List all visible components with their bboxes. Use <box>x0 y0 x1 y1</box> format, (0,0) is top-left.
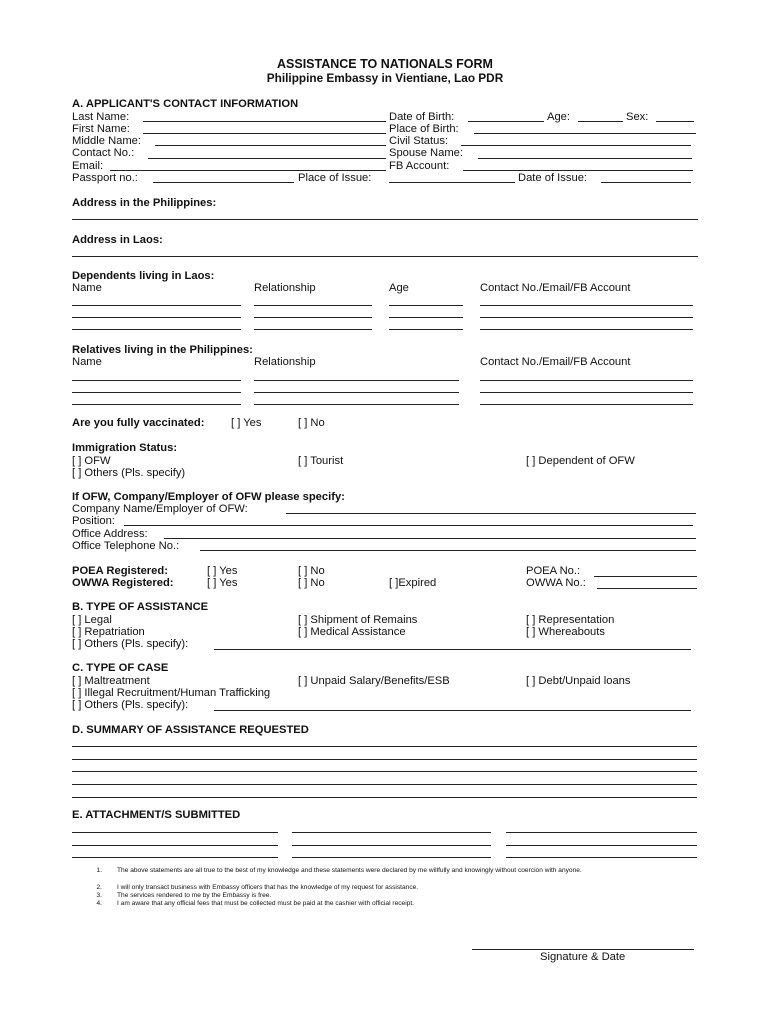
fb-account-label: FB Account: <box>389 160 450 172</box>
footnote-number: 1. <box>96 867 102 874</box>
footnote-number: 3. <box>96 892 102 899</box>
section-e-heading: E. ATTACHMENT/S SUBMITTED <box>72 809 241 821</box>
relative-name-field[interactable] <box>72 404 241 405</box>
poea-yes-checkbox[interactable]: [ ] Yes <box>207 565 238 577</box>
dependents-col-relationship: Relationship <box>254 282 316 294</box>
fb-account-field[interactable] <box>463 170 693 171</box>
footnote-item <box>72 900 712 909</box>
case-others-checkbox[interactable]: [ ] Others (Pls. specify): <box>72 699 189 711</box>
immigration-dependent-checkbox[interactable]: [ ] Dependent of OFW <box>526 455 635 467</box>
case-others-field[interactable] <box>214 710 691 711</box>
date-of-issue-label: Date of Issue: <box>518 172 588 184</box>
assistance-repatriation-checkbox[interactable]: [ ] Repatriation <box>72 626 145 638</box>
attachment-field[interactable] <box>506 845 697 846</box>
vaccinated-no-checkbox[interactable]: [ ] No <box>298 417 325 429</box>
owwa-no-label: OWWA No.: <box>526 577 586 589</box>
first-name-field[interactable] <box>143 133 386 134</box>
footnote-text: I will only transact business with Embassy officers that has the knowledge of my request for assistance. <box>117 884 419 891</box>
address-laos-field[interactable] <box>72 256 698 257</box>
company-name-label: Company Name/Employer of OFW: <box>72 503 248 515</box>
summary-line[interactable] <box>72 771 697 772</box>
signature-label: Signature & Date <box>540 951 626 963</box>
case-illegal-recruitment-checkbox[interactable]: [ ] Illegal Recruitment/Human Trafficking <box>72 687 271 699</box>
section-c-heading: C. TYPE OF CASE <box>72 662 169 674</box>
ofw-heading: If OFW, Company/Employer of OFW please specify: <box>72 491 345 503</box>
dependent-name-field[interactable] <box>72 317 241 318</box>
last-name-label: Last Name: <box>72 111 130 123</box>
assistance-medical-checkbox[interactable]: [ ] Medical Assistance <box>298 626 406 638</box>
place-of-issue-label: Place of Issue: <box>298 172 372 184</box>
dependents-col-contact: Contact No./Email/FB Account <box>480 282 631 294</box>
section-a-heading: A. APPLICANT'S CONTACT INFORMATION <box>72 98 299 110</box>
attachment-field[interactable] <box>292 845 491 846</box>
dependent-relationship-field[interactable] <box>254 329 372 330</box>
relative-contact-field[interactable] <box>480 392 693 393</box>
attachment-field[interactable] <box>72 857 278 858</box>
dependents-heading: Dependents living in Laos: <box>72 270 215 282</box>
relatives-col-relationship: Relationship <box>254 356 316 368</box>
last-name-field[interactable] <box>143 121 386 122</box>
owwa-no-checkbox[interactable]: [ ] No <box>298 577 325 589</box>
footnote-text: The above statements are all true to the best of my knowledge and these statements were declared by me willfully and knowingly without coercion with anyone. <box>117 867 582 874</box>
footnote-text: I am aware that any official fees that must be collected must be paid at the cashier with official receipt. <box>117 900 414 907</box>
position-label: Position: <box>72 515 115 527</box>
summary-line[interactable] <box>72 797 697 798</box>
case-maltreatment-checkbox[interactable]: [ ] Maltreatment <box>72 675 150 687</box>
case-unpaid-checkbox[interactable]: [ ] Unpaid Salary/Benefits/ESB <box>298 675 450 687</box>
civil-status-field[interactable] <box>461 145 691 146</box>
attachment-field[interactable] <box>292 832 491 833</box>
assistance-whereabouts-checkbox[interactable]: [ ] Whereabouts <box>526 626 605 638</box>
owwa-registered-label: OWWA Registered: <box>72 577 174 589</box>
dependents-col-age: Age <box>389 282 409 294</box>
address-laos-label: Address in Laos: <box>72 234 163 246</box>
relatives-col-name: Name <box>72 356 102 368</box>
relatives-col-contact: Contact No./Email/FB Account <box>480 356 631 368</box>
relative-relationship-field[interactable] <box>254 404 459 405</box>
footnote-item <box>72 867 712 885</box>
owwa-no-field[interactable] <box>597 588 697 589</box>
poea-no-checkbox[interactable]: [ ] No <box>298 565 325 577</box>
email-label: Email: <box>72 160 104 172</box>
office-address-field[interactable] <box>164 538 696 539</box>
owwa-yes-checkbox[interactable]: [ ] Yes <box>207 577 238 589</box>
immigration-others-checkbox[interactable]: [ ] Others (Pls. specify) <box>72 467 186 479</box>
poea-registered-label: POEA Registered: <box>72 565 168 577</box>
relatives-heading: Relatives living in the Philippines: <box>72 344 253 356</box>
dependent-relationship-field[interactable] <box>254 317 372 318</box>
passport-no-field[interactable] <box>153 182 294 183</box>
spouse-name-label: Spouse Name: <box>389 147 464 159</box>
assistance-shipment-checkbox[interactable]: [ ] Shipment of Remains <box>298 614 418 626</box>
dependent-name-field[interactable] <box>72 329 241 330</box>
civil-status-label: Civil Status: <box>389 135 449 147</box>
office-telephone-field[interactable] <box>200 550 696 551</box>
assistance-representation-checkbox[interactable]: [ ] Representation <box>526 614 615 626</box>
relative-relationship-field[interactable] <box>254 380 459 381</box>
dependent-age-field[interactable] <box>389 305 463 306</box>
dependent-contact-field[interactable] <box>480 305 693 306</box>
footnote-number: 4. <box>96 900 102 907</box>
office-telephone-label: Office Telephone No.: <box>72 540 180 552</box>
relative-relationship-field[interactable] <box>254 392 459 393</box>
dependent-name-field[interactable] <box>72 305 241 306</box>
relative-name-field[interactable] <box>72 380 241 381</box>
age-field[interactable] <box>578 121 623 122</box>
footnote-number: 2. <box>96 884 102 891</box>
immigration-heading: Immigration Status: <box>72 442 178 454</box>
dependent-contact-field[interactable] <box>480 329 693 330</box>
date-of-issue-field[interactable] <box>601 182 691 183</box>
vaccination-question: Are you fully vaccinated: <box>72 417 205 429</box>
footnote-text: The services rendered to me by the Embassy is free. <box>117 892 272 899</box>
section-b-heading: B. TYPE OF ASSISTANCE <box>72 601 209 613</box>
dependent-age-field[interactable] <box>389 317 463 318</box>
assistance-legal-checkbox[interactable]: [ ] Legal <box>72 614 112 626</box>
middle-name-label: Middle Name: <box>72 135 142 147</box>
section-d-heading: D. SUMMARY OF ASSISTANCE REQUESTED <box>72 724 309 736</box>
place-of-birth-field[interactable] <box>474 133 696 134</box>
first-name-label: First Name: <box>72 123 130 135</box>
attachment-field[interactable] <box>72 845 278 846</box>
assistance-others-checkbox[interactable]: [ ] Others (Pls. specify): <box>72 638 189 650</box>
contact-no-label: Contact No.: <box>72 147 135 159</box>
attachment-field[interactable] <box>292 857 491 858</box>
date-of-birth-label: Date of Birth: <box>389 111 455 123</box>
address-philippines-label: Address in the Philippines: <box>72 197 217 209</box>
assistance-others-field[interactable] <box>214 649 691 650</box>
summary-line[interactable] <box>72 784 697 785</box>
form-subtitle: Philippine Embassy in Vientiane, Lao PDR <box>266 71 504 85</box>
poea-no-field[interactable] <box>594 576 697 577</box>
immigration-ofw-checkbox[interactable]: [ ] OFW <box>72 455 111 467</box>
dependents-col-name: Name <box>72 282 102 294</box>
place-of-issue-field[interactable] <box>389 182 515 183</box>
attachment-field[interactable] <box>506 832 697 833</box>
summary-line[interactable] <box>72 759 697 760</box>
contact-no-field[interactable] <box>148 158 386 159</box>
case-debt-checkbox[interactable]: [ ] Debt/Unpaid loans <box>526 675 631 687</box>
vaccinated-yes-checkbox[interactable]: [ ] Yes <box>231 417 262 429</box>
sex-field[interactable] <box>656 121 694 122</box>
spouse-name-field[interactable] <box>478 158 692 159</box>
place-of-birth-label: Place of Birth: <box>389 123 459 135</box>
signature-field[interactable] <box>472 949 694 950</box>
sex-label: Sex: <box>626 111 649 123</box>
immigration-tourist-checkbox[interactable]: [ ] Tourist <box>298 455 344 467</box>
relative-contact-field[interactable] <box>480 380 693 381</box>
form-title: ASSISTANCE TO NATIONALS FORM <box>277 57 493 71</box>
dependent-relationship-field[interactable] <box>254 305 372 306</box>
relative-contact-field[interactable] <box>480 404 693 405</box>
email-field[interactable] <box>110 170 386 171</box>
attachment-field[interactable] <box>72 832 278 833</box>
office-address-label: Office Address: <box>72 528 148 540</box>
date-of-birth-field[interactable] <box>468 121 544 122</box>
poea-no-label: POEA No.: <box>526 565 581 577</box>
address-philippines-field[interactable] <box>72 219 698 220</box>
relative-name-field[interactable] <box>72 392 241 393</box>
summary-line[interactable] <box>72 746 697 747</box>
passport-no-label: Passport no.: <box>72 172 138 184</box>
dependent-contact-field[interactable] <box>480 317 693 318</box>
position-field[interactable] <box>124 525 693 526</box>
dependent-age-field[interactable] <box>389 329 463 330</box>
age-label: Age: <box>547 111 571 123</box>
attachment-field[interactable] <box>506 857 697 858</box>
owwa-expired-checkbox[interactable]: [ ]Expired <box>389 577 437 589</box>
middle-name-field[interactable] <box>155 145 386 146</box>
company-name-field[interactable] <box>286 513 696 514</box>
